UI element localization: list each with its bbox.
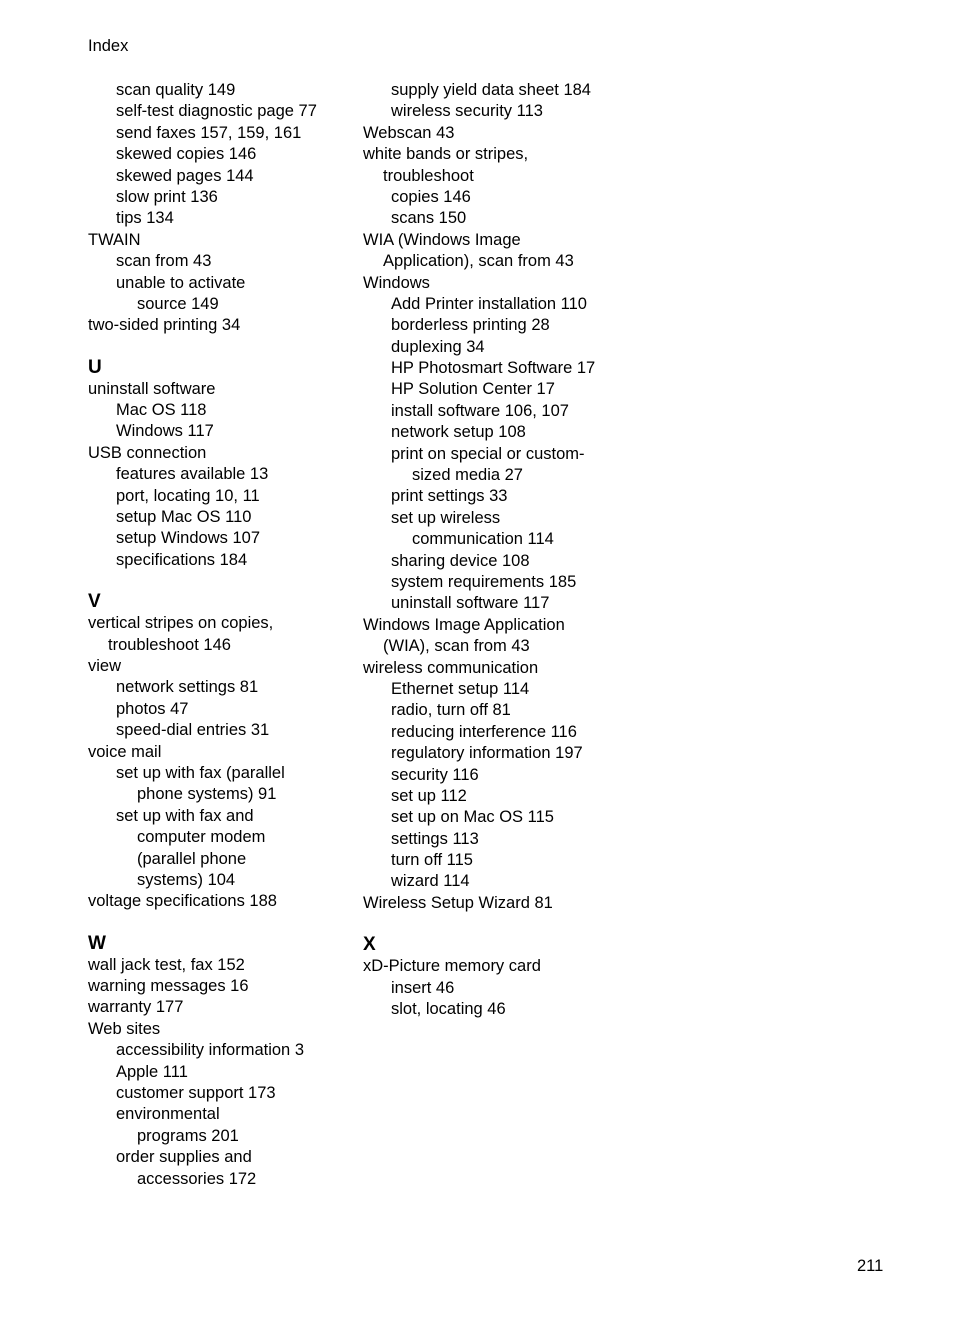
index-subentry: reducing interference 116 — [391, 722, 577, 741]
index-subentry: customer support 173 — [116, 1084, 276, 1103]
index-subentry: specifications 184 — [116, 550, 248, 569]
index-subentry: install software 106, 107 — [391, 401, 569, 420]
index-subentry: tips 134 — [116, 209, 174, 228]
index-subentry: network settings 81 — [116, 678, 259, 697]
index-subentry: speed-dial entries 31 — [116, 721, 270, 740]
index-subentry: port, locating 10, 11 — [116, 486, 260, 505]
index-entry: Wireless Setup Wizard 81 — [363, 893, 553, 912]
index-column-right — [363, 80, 633, 1020]
index-subentry: systems) 104 — [137, 870, 236, 889]
index-subentry: HP Photosmart Software 17 — [391, 359, 596, 378]
index-entry: white bands or stripes, — [363, 145, 529, 164]
index-section-letter: W — [88, 932, 106, 954]
index-subentry: send faxes 157, 159, 161 — [116, 123, 302, 142]
page-number: 211 — [857, 1257, 884, 1275]
index-subentry: turn off 115 — [391, 851, 473, 870]
index-subentry: (WIA), scan from 43 — [383, 637, 530, 656]
index-subentry: self-test diagnostic page 77 — [116, 102, 317, 121]
index-subentry: security 116 — [391, 765, 479, 784]
index-entry: USB connection — [88, 443, 207, 462]
index-section-letter: V — [88, 591, 101, 613]
index-subentry: settings 113 — [391, 829, 479, 848]
index-subentry: supply yield data sheet 184 — [391, 81, 591, 99]
index-subentry: slot, locating 46 — [391, 1000, 506, 1019]
index-subentry: Apple 111 — [116, 1062, 188, 1081]
index-subentry: radio, turn off 81 — [391, 701, 511, 720]
index-subentry: phone systems) 91 — [137, 785, 277, 804]
index-subentry: troubleshoot 146 — [108, 635, 231, 654]
index-subentry: sized media 27 — [412, 466, 523, 485]
index-subentry: communication 114 — [412, 530, 554, 549]
index-entry: xD-Picture memory card — [363, 957, 541, 976]
index-subentry: wizard 114 — [391, 872, 470, 891]
index-entry: Webscan 43 — [363, 123, 455, 142]
index-subentry: skewed pages 144 — [116, 166, 254, 185]
index-subentry: set up with fax and — [116, 806, 254, 825]
index-subentry: troubleshoot — [383, 166, 474, 185]
index-subentry: print settings 33 — [391, 487, 508, 506]
index-entry: uninstall software — [88, 379, 216, 398]
index-subentry: wireless security 113 — [391, 102, 543, 121]
index-subentry: environmental — [116, 1105, 220, 1124]
index-subentry: computer modem — [137, 828, 266, 847]
index-subentry: (parallel phone — [137, 849, 247, 868]
index-subentry: Windows 117 — [116, 422, 214, 441]
index-subentry: photos 47 — [116, 699, 189, 718]
index-section-letter: U — [88, 356, 102, 378]
index-subentry: unable to activate — [116, 273, 246, 292]
index-subentry: network setup 108 — [391, 423, 526, 442]
index-subentry: scans 150 — [391, 209, 467, 228]
index-subentry: system requirements 185 — [391, 572, 577, 591]
index-subentry: sharing device 108 — [391, 551, 530, 570]
index-subentry: print on special or custom- — [391, 444, 585, 463]
index-entry: Web sites — [88, 1019, 161, 1038]
index-subentry: Add Printer installation 110 — [391, 294, 587, 313]
index-subentry: scan from 43 — [116, 252, 212, 271]
index-entry: warranty 177 — [88, 998, 184, 1017]
index-subentry: Ethernet setup 114 — [391, 679, 530, 698]
index-subentry: set up wireless — [391, 508, 501, 527]
index-entry: wall jack test, fax 152 — [88, 955, 245, 974]
index-subentry: duplexing 34 — [391, 337, 485, 356]
index-entry: vertical stripes on copies, — [88, 614, 274, 633]
index-subentry: set up 112 — [391, 786, 467, 805]
index-entry: warning messages 16 — [88, 977, 249, 996]
index-subentry: scan quality 149 — [116, 81, 236, 99]
index-entry: voice mail — [88, 742, 162, 761]
index-entry: WIA (Windows Image — [363, 230, 521, 249]
index-entry: Windows — [363, 273, 430, 292]
index-subentry: uninstall software 117 — [391, 594, 550, 613]
index-subentry: copies 146 — [391, 187, 471, 206]
index-entry: TWAIN — [88, 230, 141, 249]
index-section-letter: X — [363, 934, 376, 956]
index-entry: view — [88, 656, 122, 675]
index-subentry: borderless printing 28 — [391, 316, 550, 335]
index-subentry: set up with fax (parallel — [116, 763, 285, 782]
index-subentry: insert 46 — [391, 978, 455, 997]
index-subentry: regulatory information 197 — [391, 744, 583, 763]
index-subentry: skewed copies 146 — [116, 145, 257, 164]
running-header: Index — [88, 37, 129, 55]
index-entry: two-sided printing 34 — [88, 316, 241, 335]
index-subentry: setup Mac OS 110 — [116, 508, 252, 527]
index-entry: wireless communication — [363, 658, 539, 677]
index-subentry: order supplies and — [116, 1148, 252, 1167]
index-entry: voltage specifications 188 — [88, 892, 277, 911]
index-subentry: source 149 — [137, 294, 219, 313]
index-subentry: setup Windows 107 — [116, 529, 260, 548]
index-subentry: set up on Mac OS 115 — [391, 808, 554, 827]
index-subentry: slow print 136 — [116, 187, 218, 206]
index-subentry: Application), scan from 43 — [383, 252, 574, 271]
index-subentry: programs 201 — [137, 1126, 239, 1145]
index-subentry: features available 13 — [116, 465, 269, 484]
index-subentry: accessibility information 3 — [116, 1041, 304, 1060]
index-entry: Windows Image Application — [363, 615, 565, 634]
index-subentry: HP Solution Center 17 — [391, 380, 555, 399]
index-subentry: Mac OS 118 — [116, 401, 207, 420]
index-column-left — [88, 80, 348, 1190]
index-subentry: accessories 172 — [137, 1169, 257, 1188]
